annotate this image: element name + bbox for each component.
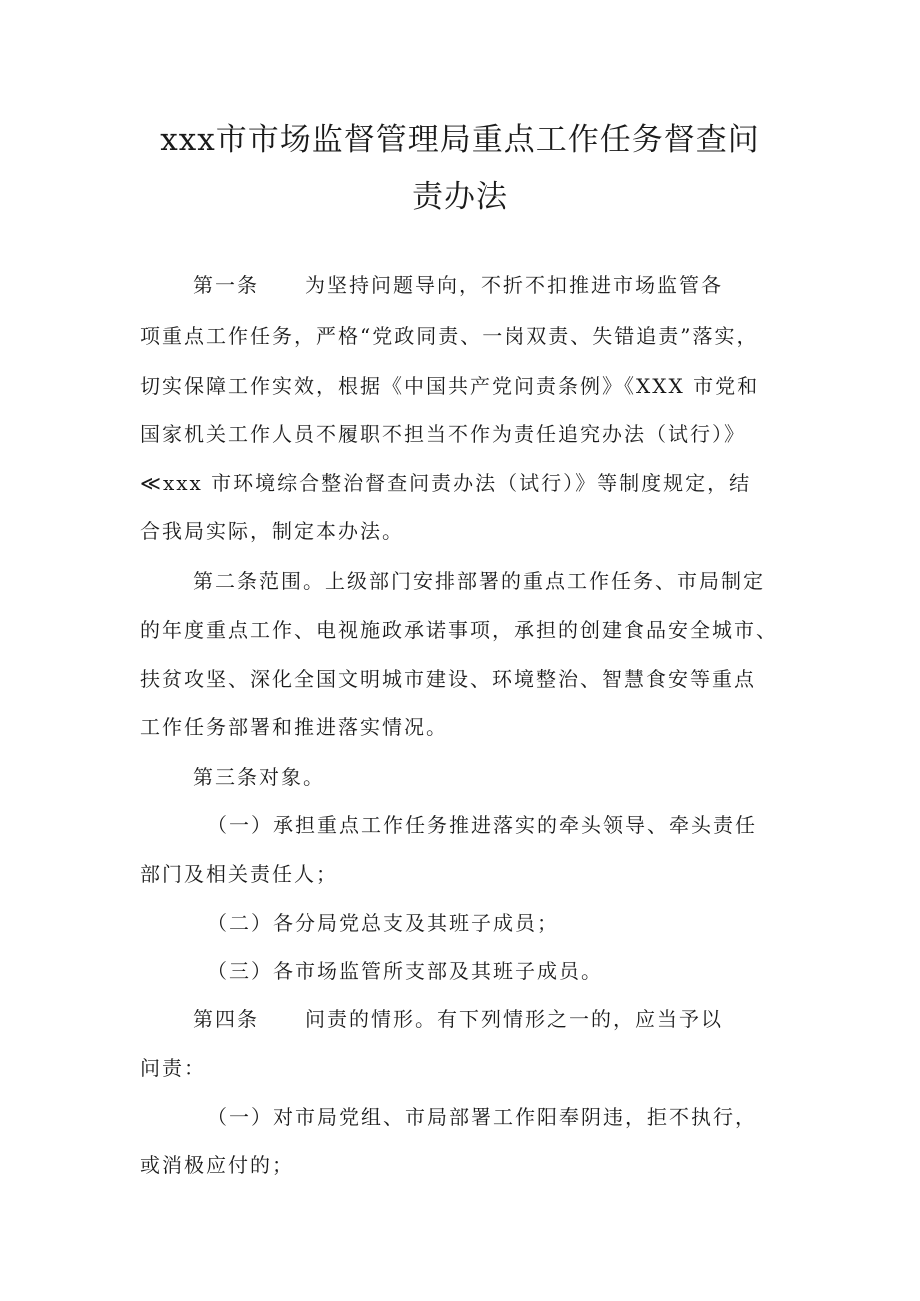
article-2-line-1: 第二条范围。上级部门安排部署的重点工作任务、市局制定 (193, 569, 765, 593)
article-2-line-2: 的年度重点工作、电视施政承诺事项，承担的创建食品安全城市、 (140, 618, 778, 642)
article-4-heading: 第四条 (193, 1007, 259, 1031)
article-1-first-line (193, 269, 723, 298)
article-4-first-line (193, 1003, 723, 1032)
article-1-line-2: 项重点工作任务，严格“党政同责、一岗双责、失错追责”落实， (140, 324, 759, 348)
article-1-intro-text: 为坚持问题导向，不折不扣推进市场监管各 (305, 273, 723, 297)
article-4-item-1-line-2: 或消极应付的； (140, 1153, 294, 1177)
article-1-line-6: 合我局实际，制定本办法。 (140, 519, 404, 543)
article-2-line-3: 扶贫攻坚、深化全国文明城市建设、环境整治、智慧食安等重点 (140, 667, 756, 691)
article-1-heading: 第一条 (193, 273, 259, 297)
article-3-item-2: （二）各分局党总支及其班子成员； (207, 911, 559, 935)
article-4-intro-text: 问责的情形。有下列情形之一的，应当予以 (305, 1007, 723, 1031)
article-1-line-5: ≪xxx 市环境综合整治督查问责办法（试行）》等制度规定，结 (140, 471, 752, 495)
article-3-item-1-line-1: （一）承担重点工作任务推进落实的牵头领导、牵头责任 (207, 813, 757, 837)
article-4-item-1-line-1: （一）对市局党组、市局部署工作阳奉阴违，拒不执行， (207, 1105, 757, 1129)
article-3-item-1-line-2: 部门及相关责任人； (140, 862, 338, 886)
article-3-heading: 第三条对象。 (193, 765, 325, 789)
article-1-line-4: 国家机关工作人员不履职不担当不作为责任追究办法（试行）》 (140, 422, 746, 446)
document-title-line-1: xxx市市场监督管理局重点工作任务督查问 (160, 122, 760, 158)
document-title-line-2: 责办法 (412, 179, 508, 215)
article-1-line-3: 切实保障工作实效，根据《中国共产党问责条例》《XXX 市党和 (140, 374, 760, 398)
article-4-line-2: 问责： (140, 1056, 206, 1080)
article-3-item-3: （三）各市场监管所支部及其班子成员。 (207, 959, 603, 983)
article-2-line-4: 工作任务部署和推进落实情况。 (140, 715, 448, 739)
